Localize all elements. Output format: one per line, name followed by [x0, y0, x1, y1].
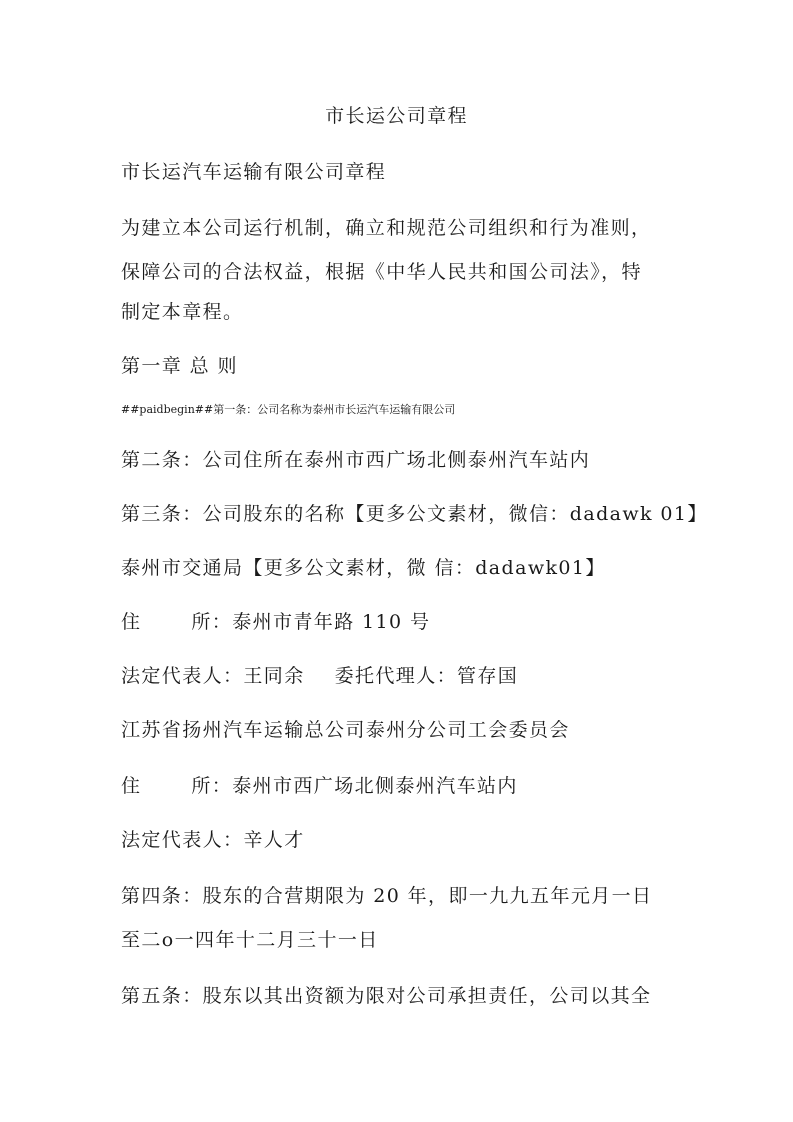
article-2: 第二条：公司住所在泰州市西广场北侧泰州汽车站内: [121, 449, 591, 471]
shareholder-1-representatives: [121, 664, 518, 688]
chapter-heading: 第一章 总 则: [121, 355, 238, 377]
address-label-2: 住: [121, 775, 142, 797]
paragraph-line-3: 制定本章程。: [121, 301, 244, 323]
shareholder-2-name: 江苏省扬州汽车运输总公司泰州分公司工会委员会: [121, 719, 570, 741]
legal-representative-2: 法定代表人：辛人才: [121, 829, 305, 851]
document-title: 市长运公司章程: [325, 105, 468, 127]
shareholder-1-address: [121, 610, 430, 634]
paragraph-line-2: 保障公司的合法权益，根据《中华人民共和国公司法》，特: [121, 261, 642, 283]
address-label-1: 住: [121, 611, 142, 633]
address-value-2: 所：泰州市西广场北侧泰州汽车站内: [191, 775, 518, 797]
article-5-line-1: 第五条：股东以其出资额为限对公司承担责任，公司以其全: [121, 985, 652, 1007]
article-1: ##paidbegin##第一条：公司名称为泰州市长运汽车运输有限公司: [121, 403, 456, 416]
address-value-1: 所：泰州市青年路 110 号: [191, 611, 431, 633]
paragraph-line-1: 为建立本公司运行机制，确立和规范公司组织和行为准则，: [121, 217, 652, 239]
article-3: 第三条：公司股东的名称【更多公文素材，微信：dadawk 01】: [121, 503, 708, 525]
legal-representative-1: 法定代表人：王同余: [121, 665, 305, 687]
entrusted-agent: 委托代理人：管存国: [334, 665, 519, 687]
article-4-line-2: 至二o一四年十二月三十一日: [121, 929, 379, 951]
article-4-line-1: 第四条：股东的合营期限为 20 年，即一九九五年元月一日: [121, 885, 653, 907]
shareholder-1-name: 泰州市交通局【更多公文素材，微 信：dadawk01】: [121, 557, 606, 579]
shareholder-2-address: [121, 774, 518, 798]
company-charter-heading: 市长运汽车运输有限公司章程: [121, 161, 387, 183]
